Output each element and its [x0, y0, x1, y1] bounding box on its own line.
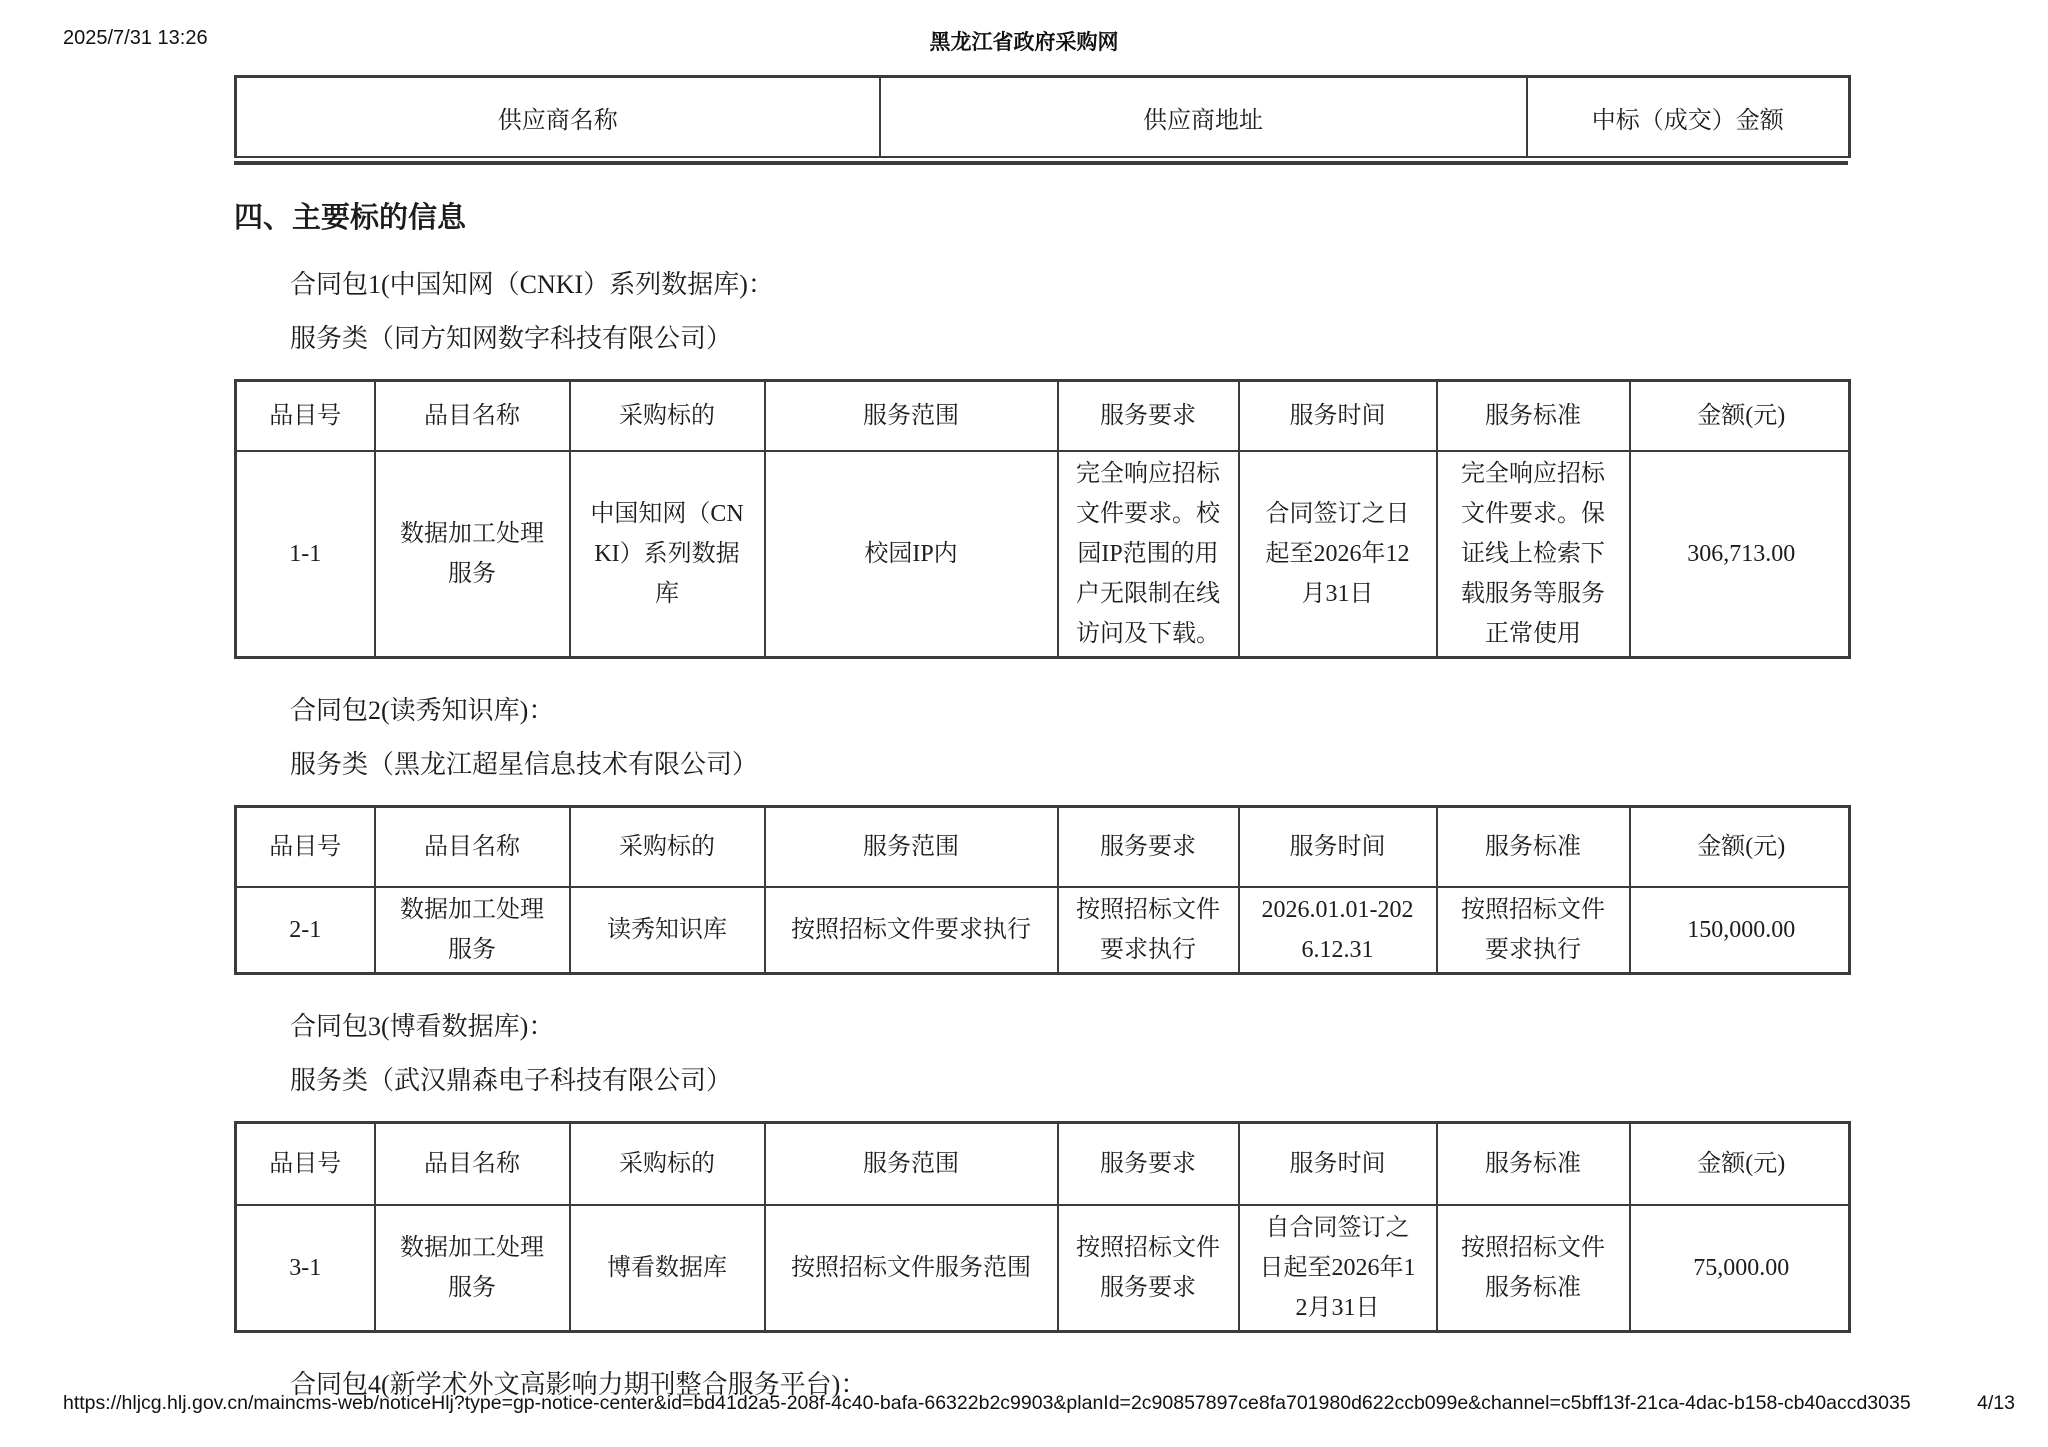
- cell-scope: 校园IP内: [765, 451, 1058, 658]
- cell-time: 2026.01.01-2026.12.31: [1239, 887, 1437, 974]
- cell-target: 中国知网（CNKI）系列数据库: [570, 451, 765, 658]
- col-item-no: 品目号: [236, 807, 375, 888]
- cell-item-no: 2-1: [236, 887, 375, 974]
- col-requirement: 服务要求: [1058, 807, 1239, 888]
- award-amount-header: 中标（成交）金额: [1527, 77, 1850, 158]
- supplier-header-row: [236, 77, 1850, 158]
- print-timestamp: 2025/7/31 13:26: [63, 27, 208, 49]
- table-row: [236, 887, 1850, 974]
- cell-amount: 150,000.00: [1630, 887, 1850, 974]
- section-title: 四、主要标的信息: [234, 202, 467, 234]
- cell-amount: 306,713.00: [1630, 451, 1850, 658]
- col-standard: 服务标准: [1437, 381, 1630, 452]
- supplier-name-header: 供应商名称: [236, 77, 880, 158]
- col-requirement: 服务要求: [1058, 1123, 1239, 1206]
- col-item-name: 品目名称: [375, 381, 570, 452]
- package-1-line: 合同包1(中国知网（CNKI）系列数据库)：: [290, 270, 774, 299]
- footer-page-number: 4/13: [1977, 1392, 2015, 1414]
- table-header-row: [236, 381, 1850, 452]
- col-time: 服务时间: [1239, 807, 1437, 888]
- col-item-name: 品目名称: [375, 807, 570, 888]
- supplier-address-header: 供应商地址: [880, 77, 1527, 158]
- table-header-row: [236, 807, 1850, 888]
- package-2-table: [234, 805, 1851, 975]
- cell-target: 博看数据库: [570, 1205, 765, 1332]
- cell-standard: 完全响应招标文件要求。保证线上检索下载服务等服务正常使用: [1437, 451, 1630, 658]
- supplier-table-wrap: [234, 75, 1848, 165]
- cell-time: 自合同签订之日起至2026年12月31日: [1239, 1205, 1437, 1332]
- col-time: 服务时间: [1239, 1123, 1437, 1206]
- col-target: 采购标的: [570, 807, 765, 888]
- cell-time: 合同签订之日起至2026年12月31日: [1239, 451, 1437, 658]
- cell-requirement: 完全响应招标文件要求。校园IP范围的用户无限制在线访问及下载。: [1058, 451, 1239, 658]
- footer-url: https://hljcg.hlj.gov.cn/maincms-web/noticeHlj?type=gp-notice-center&id=bd41d2a5-208f-4c40-bafa-66322b2c9903&planId=2c90857897ce8fa701980d622ccb099e&channel=c5bff13f-21ca-4dac-b158-cb40accd3035: [63, 1392, 1911, 1414]
- col-amount: 金额(元): [1630, 381, 1850, 452]
- package-3-table: [234, 1121, 1851, 1333]
- col-item-name: 品目名称: [375, 1123, 570, 1206]
- col-standard: 服务标准: [1437, 807, 1630, 888]
- cell-amount: 75,000.00: [1630, 1205, 1850, 1332]
- col-item-no: 品目号: [236, 1123, 375, 1206]
- package-1-table: [234, 379, 1851, 659]
- cell-item-name: 数据加工处理服务: [375, 1205, 570, 1332]
- col-standard: 服务标准: [1437, 1123, 1630, 1206]
- col-time: 服务时间: [1239, 381, 1437, 452]
- col-scope: 服务范围: [765, 381, 1058, 452]
- col-requirement: 服务要求: [1058, 381, 1239, 452]
- col-amount: 金额(元): [1630, 807, 1850, 888]
- package-2-category-line: 服务类（黑龙江超星信息技术有限公司）: [290, 750, 759, 779]
- cell-scope: 按照招标文件要求执行: [765, 887, 1058, 974]
- package-4-line: 合同包4(新学术外文高影响力期刊整合服务平台)：: [290, 1370, 867, 1399]
- cell-standard: 按照招标文件要求执行: [1437, 887, 1630, 974]
- cell-item-name: 数据加工处理服务: [375, 451, 570, 658]
- document-content: [234, 0, 1848, 1403]
- cell-item-no: 1-1: [236, 451, 375, 658]
- table-row: [236, 451, 1850, 658]
- cell-target: 读秀知识库: [570, 887, 765, 974]
- col-target: 采购标的: [570, 1123, 765, 1206]
- cell-item-name: 数据加工处理服务: [375, 887, 570, 974]
- cell-standard: 按照招标文件服务标准: [1437, 1205, 1630, 1332]
- package-3-line: 合同包3(博看数据库)：: [290, 1012, 555, 1041]
- table-header-row: [236, 1123, 1850, 1206]
- package-3-category-line: 服务类（武汉鼎森电子科技有限公司）: [290, 1066, 733, 1095]
- package-2-line: 合同包2(读秀知识库)：: [290, 696, 555, 725]
- col-item-no: 品目号: [236, 381, 375, 452]
- col-scope: 服务范围: [765, 807, 1058, 888]
- package-1-category-line: 服务类（同方知网数字科技有限公司）: [290, 324, 733, 353]
- cell-item-no: 3-1: [236, 1205, 375, 1332]
- table-row: [236, 1205, 1850, 1332]
- col-target: 采购标的: [570, 381, 765, 452]
- cell-requirement: 按照招标文件要求执行: [1058, 887, 1239, 974]
- cell-scope: 按照招标文件服务范围: [765, 1205, 1058, 1332]
- cell-requirement: 按照招标文件服务要求: [1058, 1205, 1239, 1332]
- supplier-table: [234, 75, 1851, 158]
- page-title: 黑龙江省政府采购网: [929, 31, 1119, 54]
- col-scope: 服务范围: [765, 1123, 1058, 1206]
- col-amount: 金额(元): [1630, 1123, 1850, 1206]
